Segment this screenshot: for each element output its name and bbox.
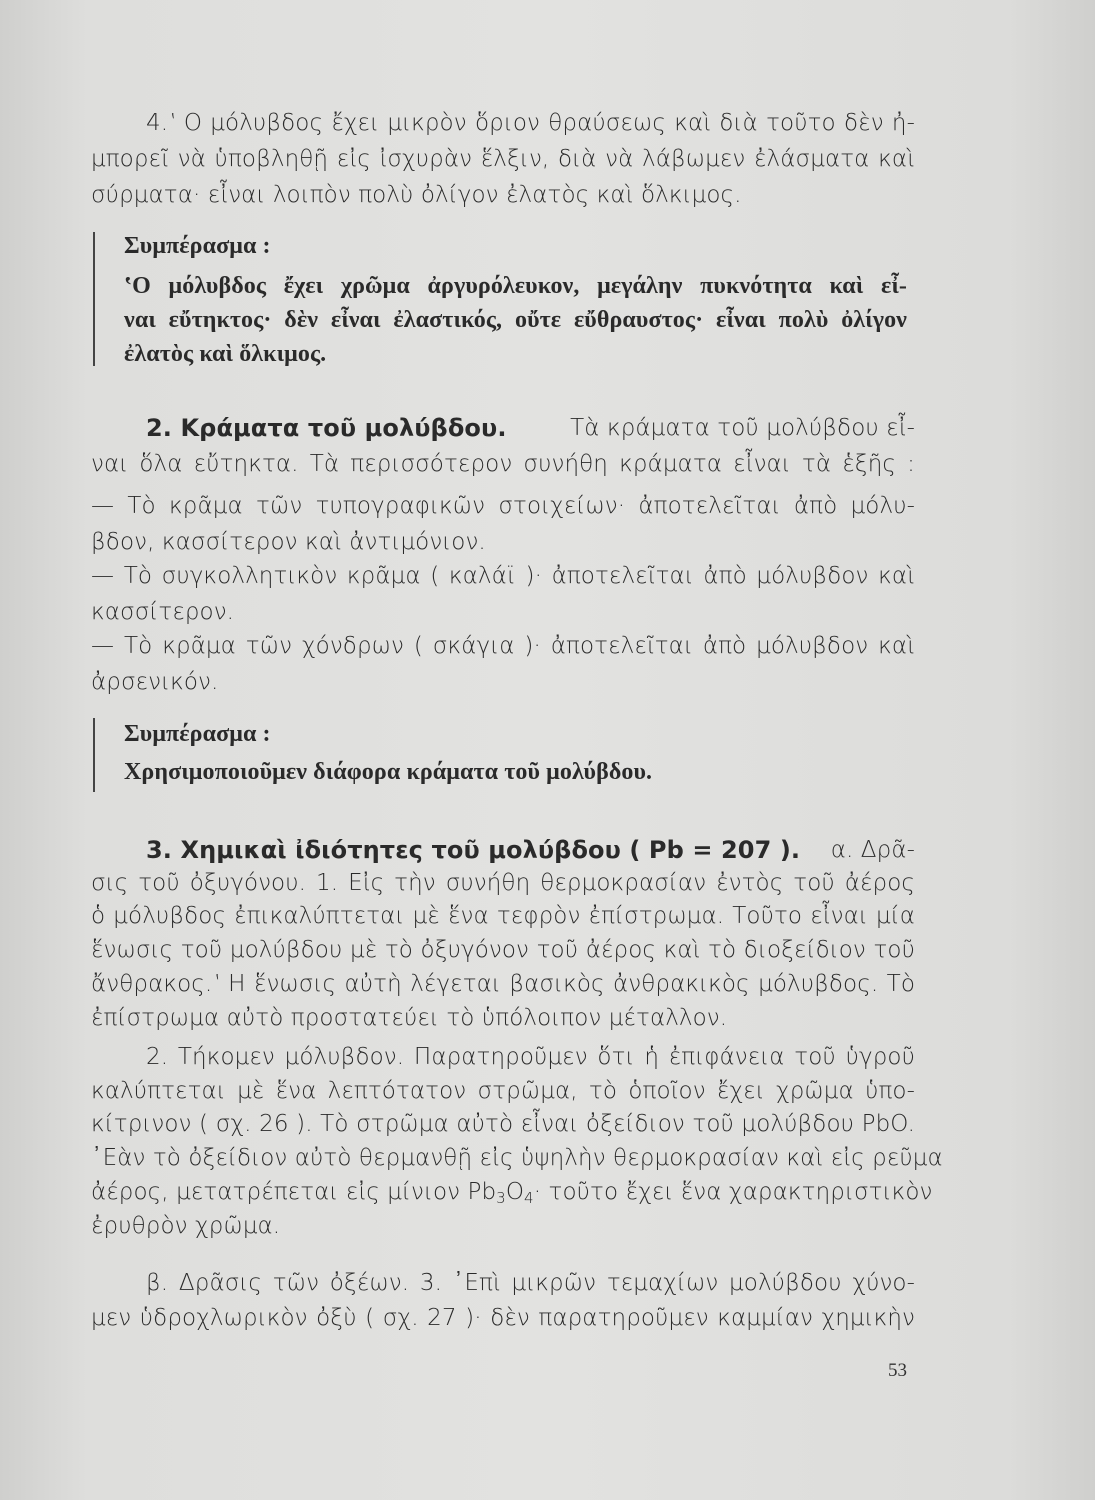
section3-line-6: ἐπίστρωμα αὐτὸ προστατεύει τὸ ὑπόλοιπον μέταλλον.: [91, 1005, 728, 1031]
section2-line-6: κασσίτερον.: [91, 599, 235, 625]
section4-line-3: σύρματα· εἶναι λοιπὸν πολὺ ὀλίγον ἐλατὸς καὶ ὅλκιμος.: [91, 182, 742, 208]
section3-para2-line-4: ᾿Εὰν τὸ ὀξείδιον αὐτὸ θερμανθῇ εἰς ὑψηλὴν θερμοκρασίαν καὶ εἰς ρεῦμα: [91, 1145, 943, 1171]
pb3o4-subscript-4: 4: [524, 1189, 534, 1207]
section3-para2-line-1: 2. Τήκομεν μόλυβδον. Παρατηροῦμεν ὅτι ἡ ἐπιφάνεια τοῦ ὑγροῦ: [146, 1044, 915, 1070]
section3-line-4: ἕνωσις τοῦ μολύβδου μὲ τὸ ὀξυγόνον τοῦ ἀέρος καὶ τὸ διοξείδιον τοῦ: [91, 937, 915, 963]
section3-para2-line-6: ἐρυθρὸν χρῶμα.: [91, 1213, 281, 1239]
section2-line-1-rest: Τὰ κράματα τοῦ μολύβδου εἶ-: [570, 415, 915, 441]
section2-line-2: ναι ὅλα εὔτηκτα. Τὰ περισσότερον συνήθη κράματα εἶναι τὰ ἑξῆς :: [91, 451, 915, 477]
section-b-line-2: μεν ὑδροχλωρικὸν ὀξὺ ( σχ. 27 )· δὲν παρατηροῦμεν καμμίαν χημικὴν: [91, 1305, 915, 1331]
pb3o4-subscript-3: 3: [496, 1189, 506, 1207]
section2-line-7: — Τὸ κρᾶμα τῶν χόνδρων ( σκάγια )· ἀποτελεῖται ἀπὸ μόλυβδον καὶ: [91, 633, 915, 659]
conclusion2-margin-bar: [93, 718, 95, 792]
conclusion2-heading: Συμπέρασμα :: [124, 721, 271, 747]
section-b-line-1: β. Δρᾶσις τῶν ὀξέων. 3. ᾿Επὶ μικρῶν τεμαχίων μολύβδου χύνο-: [146, 1270, 915, 1296]
pb3o4-prefix: ἀέρος, μετατρέπεται εἰς μίνιον Pb: [91, 1179, 497, 1205]
section3-para2-line-3: κίτρινον ( σχ. 26 ). Τὸ στρῶμα αὐτὸ εἶναι ὀξείδιον τοῦ μολύβδου PbO.: [91, 1111, 915, 1137]
section2-line-1: [146, 412, 915, 444]
pb3o4-line-before: [91, 1176, 534, 1208]
conclusion1-line-1: ‛Ο μόλυβδος ἔχει χρῶμα ἀργυρόλευκον, μεγάλην πυκνότητα καὶ εἶ-: [124, 273, 907, 299]
page-number: 53: [888, 1360, 907, 1381]
section3-line-2: σις τοῦ ὀξυγόνου. 1. Εἰς τὴν συνήθη θερμοκρασίαν ἐντὸς τοῦ ἀέρος: [91, 870, 915, 896]
pb3o4-oxygen: O: [505, 1179, 525, 1205]
section3-line-5: ἄνθρακος. ‛Η ἕνωσις αὐτὴ λέγεται βασικὸς ἀνθρακικὸς μόλυβδος. Τὸ: [91, 971, 915, 997]
section3-line-1: [146, 834, 915, 866]
section2-line-5: — Τὸ συγκολλητικὸν κρᾶμα ( καλάϊ )· ἀποτελεῖται ἀπὸ μόλυβδον καὶ: [91, 563, 915, 589]
conclusion1-line-2: ναι εὔτηκτος· δὲν εἶναι ἐλαστικός, οὔτε εὔθραυστος· εἶναι πολὺ ὀλίγον: [124, 307, 907, 333]
section3-title: 3. Χημικαὶ ἰδιότητες τοῦ μολύβδου ( Pb = 207 ).: [146, 836, 801, 864]
section3-para2-line-2: καλύπτεται μὲ ἕνα λεπτότατον στρῶμα, τὸ ὁποῖον ἔχει χρῶμα ὑπο-: [91, 1078, 915, 1104]
section4-line-1: 4. ‛Ο μόλυβδος ἔχει μικρὸν ὅριον θραύσεως καὶ διὰ τοῦτο δὲν ἠ-: [146, 110, 915, 136]
conclusion1-heading: Συμπέρασμα :: [124, 233, 271, 259]
section3-line-3: ὁ μόλυβδος ἐπικαλύπτεται μὲ ἕνα τεφρὸν ἐπίστρωμα. Τοῦτο εἶναι μία: [91, 903, 915, 929]
conclusion1-line-3: ἐλατὸς καὶ ὅλκιμος.: [124, 341, 327, 367]
section2-line-8: ἀρσενικόν.: [91, 669, 219, 695]
section4-line-2: μπορεῖ νὰ ὑποβληθῇ εἰς ἰσχυρὰν ἕλξιν, διὰ νὰ λάβωμεν ἐλάσματα καὶ: [91, 146, 915, 172]
section2-line-3: — Τὸ κρᾶμα τῶν τυπογραφικῶν στοιχείων· ἀποτελεῖται ἀπὸ μόλυ-: [91, 493, 915, 519]
pb3o4-line-after: · τοῦτο ἔχει ἕνα χαρακτηριστικὸν: [533, 1179, 933, 1205]
section2-line-4: βδον, κασσίτερον καὶ ἀντιμόνιον.: [91, 529, 486, 555]
section2-title: 2. Κράματα τοῦ μολύβδου.: [146, 414, 507, 442]
conclusion-margin-bar: [93, 232, 95, 366]
section3-para2-line-5: [91, 1176, 933, 1208]
conclusion2-text: Χρησιμοποιοῦμεν διάφορα κράματα τοῦ μολύβδου.: [124, 759, 653, 785]
section3-line-1-rest: α. Δρᾶ-: [830, 837, 915, 863]
